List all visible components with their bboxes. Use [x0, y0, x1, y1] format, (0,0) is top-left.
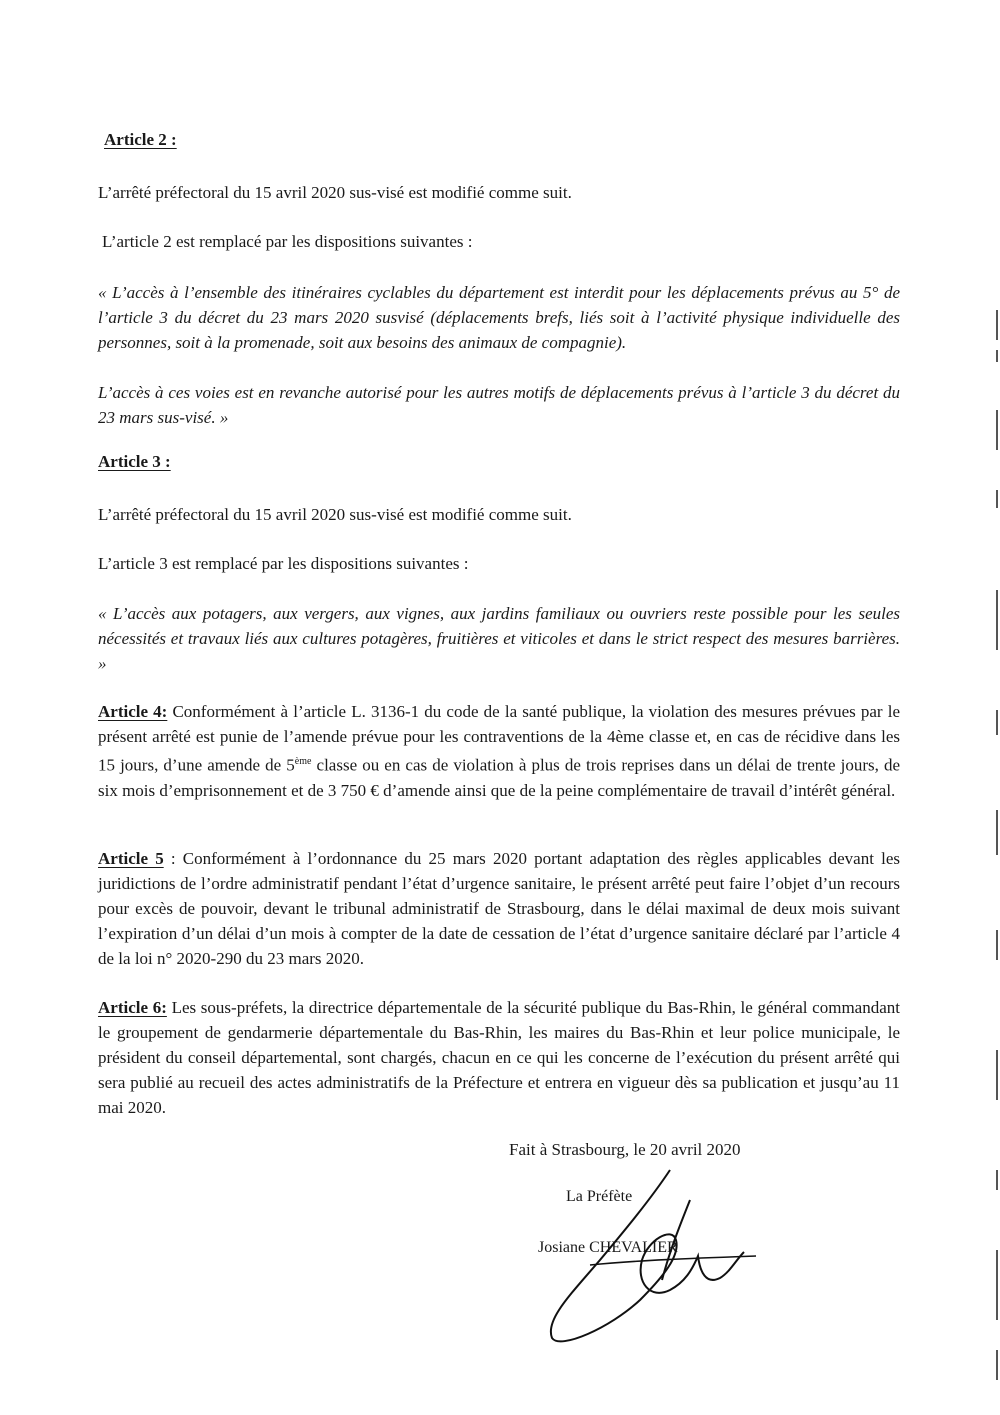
article-5-text: : Conformément à l’ordonnance du 25 mars 2020 portant adaptation des règles applicables devant les juridictions de l’ordre administratif pendant l’état d’urgence sanitaire, le présent arrêté peut faire l’objet d’un recours pour excès de pouvoir, devant le tribunal administratif de Strasbourg, dans le délai maximal de deux mois suivant l’expiration d’un délai d’un mois à compter de la date de cessation de l’état d’urgence sanitaire déclaré par l’article 4 de la loi n° 2020-290 du 23 mars 2020.: [98, 849, 900, 968]
article-2-intro: L’arrêté préfectoral du 15 avril 2020 sus-visé est modifié comme suit.: [98, 183, 572, 202]
article-3-replace: L’article 3 est remplacé par les dispositions suivantes :: [98, 554, 469, 573]
article-4-heading: Article 4:: [98, 702, 168, 721]
place-and-date: Fait à Strasbourg, le 20 avril 2020: [509, 1140, 741, 1159]
handwritten-signature: [530, 1160, 760, 1350]
article-2-quote-1: « L’accès à l’ensemble des itinéraires cyclables du département est interdit pour les déplacements prévus au 5° de l’article 3 du décret du 23 mars 2020 susvisé (déplacements brefs, liés soit à l’activité physique individuelle des personnes, soit à la promenade, soit aux besoins des animaux de compagnie).: [98, 283, 900, 352]
signatory-name: Josiane CHEVALIER: [538, 1239, 678, 1256]
signatory-role: La Préfète: [566, 1188, 633, 1205]
article-2-quote-2: L’accès à ces voies est en revanche autorisé pour les autres motifs de déplacements prévus à l’article 3 du décret du 23 mars sus-visé. »: [98, 383, 900, 427]
article-2-heading: Article 2 :: [104, 130, 177, 149]
article-6-text: Les sous-préfets, la directrice départementale de la sécurité publique du Bas-Rhin, le général commandant le groupement de gendarmerie départementale du Bas-Rhin, les maires du Bas-Rhin et leur police municipale, le président du conseil départemental, sont chargés, chacun en ce qui les concerne de l’exécution du présent arrêté qui sera publié au recueil des actes administratifs de la Préfecture et entrera en vigueur dès sa publication et jusqu’au 11 mai 2020.: [98, 998, 900, 1117]
article-6-heading: Article 6:: [98, 998, 167, 1017]
article-5-heading: Article 5: [98, 849, 164, 868]
article-4-text-b: classe ou en cas de violation à plus de trois reprises dans un délai de trente jours, de six mois d’emprisonnement et de 3 750 € d’amende ainsi que de la peine complémentaire de travail d’intérêt général.: [98, 755, 900, 800]
article-3-quote: « L’accès aux potagers, aux vergers, aux vignes, aux jardins familiaux ou ouvriers reste possible pour les seules nécessités et travaux liés aux cultures potagères, fruitières et viticoles et dans le strict respect des mesures barrières. »: [98, 604, 900, 673]
article-5-paragraph: [98, 846, 900, 971]
article-2-replace: L’article 2 est remplacé par les dispositions suivantes :: [102, 232, 473, 251]
article-4-paragraph: [98, 699, 900, 803]
article-4-superscript: ème: [294, 756, 312, 767]
article-3-intro: L’arrêté préfectoral du 15 avril 2020 sus-visé est modifié comme suit.: [98, 505, 572, 524]
article-3-heading: Article 3 :: [98, 452, 171, 471]
article-4-text-a: Conformément à l’article L. 3136-1 du code de la santé publique, la violation des mesures prévues par le présent arrêté est punie de l’amende prévue pour les contraventions de la 4ème classe et, en cas de récidive dans les 15 jours, d’une amende de 5: [98, 702, 900, 775]
article-6-paragraph: [98, 995, 900, 1120]
scan-edge-artifact: [994, 290, 1000, 1390]
